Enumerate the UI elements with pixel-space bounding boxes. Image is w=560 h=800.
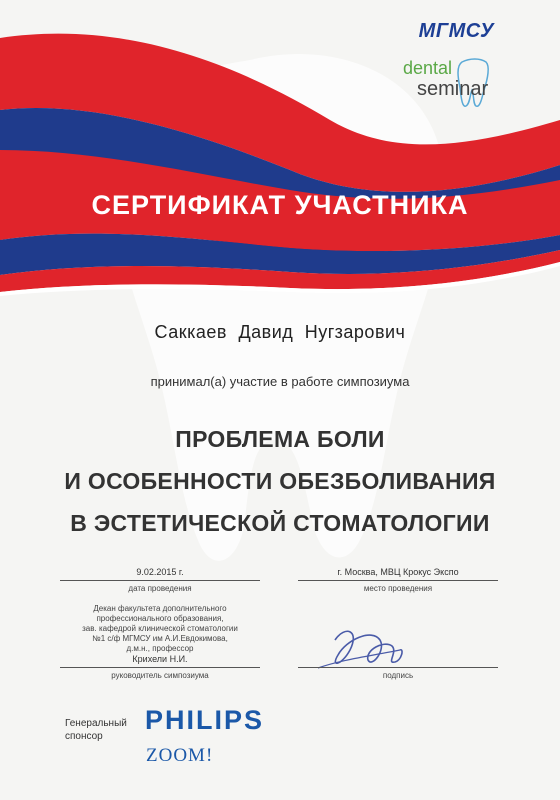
seminar-logo-word: seminar <box>417 78 489 100</box>
dental-seminar-logo <box>403 58 523 118</box>
participant-name: Саккаев Давид Нугзарович <box>154 322 406 342</box>
sponsor-label <box>65 717 127 743</box>
leader-line: №1 с/ф МГМСУ им А.И.Евдокимова, <box>92 634 228 643</box>
topic-line-3: В ЭСТЕТИЧЕСКОЙ СТОМАТОЛОГИИ <box>70 510 490 536</box>
leader-line: профессионального образования, <box>96 614 224 623</box>
leader-line: д.м.н., профессор <box>126 644 194 653</box>
place-line <box>298 580 498 581</box>
place-label: место проведения <box>363 584 433 593</box>
topic-line-2: И ОСОБЕННОСТИ ОБЕЗБОЛИВАНИЯ <box>64 468 496 494</box>
zoom-logo: ZOOM! <box>146 745 214 766</box>
signature-line <box>298 667 498 668</box>
date-label: дата проведения <box>128 584 192 593</box>
topic-line-1: ПРОБЛЕМА БОЛИ <box>175 426 385 452</box>
sponsor-label-line-2: спонсор <box>65 731 103 742</box>
date-line <box>60 580 260 581</box>
leader-block <box>60 604 260 664</box>
event-place: г. Москва, МВЦ Крокус Экспо <box>337 567 459 577</box>
participation-text: принимал(а) участие в работе симпозиума <box>150 374 410 389</box>
signature-label: подпись <box>382 671 414 680</box>
leader-line-rule <box>60 667 260 668</box>
dental-logo-word: dental <box>403 58 453 78</box>
leader-label: руководитель симпозиума <box>111 671 209 680</box>
philips-logo: PHILIPS <box>145 705 265 735</box>
sponsor-label-line-1: Генеральный <box>65 718 127 729</box>
leader-line: зав. кафедрой клинической стоматологии <box>82 624 238 633</box>
event-date: 9.02.2015 г. <box>136 567 184 577</box>
certificate-title: СЕРТИФИКАТ УЧАСТНИКА <box>91 190 469 220</box>
signature-scribble <box>335 631 402 663</box>
leader-line: Декан факультета дополнительного <box>93 604 227 613</box>
signature-underline <box>318 650 400 668</box>
mgmsu-logo: МГМСУ <box>418 20 494 42</box>
leader-name: Крихели Н.И. <box>132 654 188 664</box>
